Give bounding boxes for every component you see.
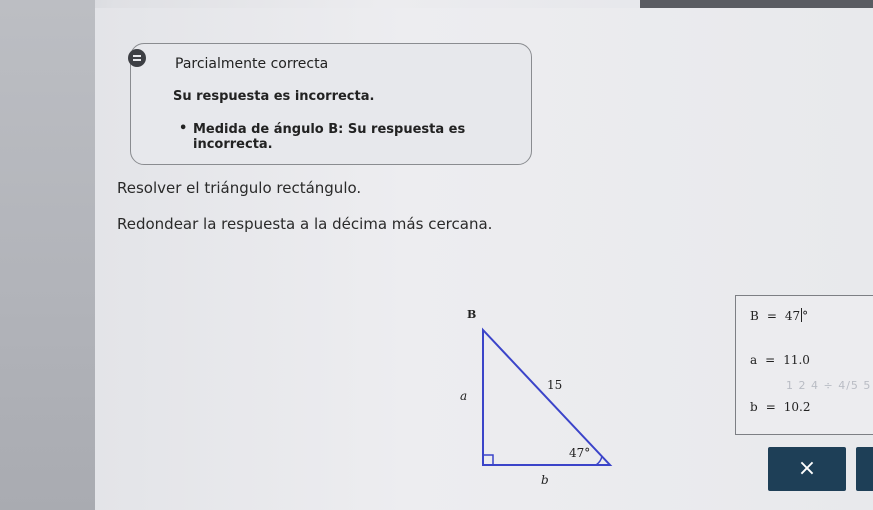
degree-unit: ° [802, 309, 809, 323]
side-b-input[interactable]: 10.2 [783, 400, 811, 414]
left-sidebar [0, 0, 95, 510]
feedback-subtitle: Su respuesta es incorrecta. [173, 89, 375, 104]
side-a-answer-label: a [750, 353, 758, 367]
feedback-box [130, 43, 532, 165]
question-rounding: Redondear la respuesta a la décima más cercana. [117, 215, 493, 233]
right-triangle-diagram [455, 305, 625, 490]
question-instruction: Resolver el triángulo rectángulo. [117, 179, 362, 197]
angle-B-label: B [750, 309, 759, 323]
faint-scribble: 1 2 4 ÷ 4/5 5 [786, 379, 872, 392]
answer-row-b [750, 400, 810, 414]
answer-panel [735, 295, 873, 435]
angle-label: 47° [569, 446, 591, 460]
vertex-B-label: B [467, 308, 477, 321]
equals-sign: = [765, 353, 776, 367]
feedback-icon [128, 49, 146, 67]
equals-sign: = [765, 400, 776, 414]
feedback-item: • Medida de ángulo B: Su respuesta es incorrecta. [193, 122, 531, 152]
feedback-title: Parcialmente correcta [175, 56, 329, 72]
top-edge [640, 0, 873, 8]
clear-button[interactable]: × [768, 447, 846, 491]
side-a-input[interactable]: 11.0 [783, 353, 810, 367]
side-b-label: b [541, 473, 549, 487]
triangle-shape [483, 330, 610, 465]
angle-arc [596, 456, 602, 465]
right-angle-marker [483, 455, 493, 465]
answer-row-B [750, 308, 808, 323]
angle-B-input[interactable]: 47 [784, 309, 801, 323]
answer-row-a [750, 353, 810, 367]
side-b-answer-label: b [750, 400, 758, 414]
equals-sign: = [766, 309, 777, 323]
hypotenuse-label: 15 [547, 378, 563, 392]
side-a-label: a [460, 389, 468, 403]
next-button[interactable] [856, 447, 873, 491]
